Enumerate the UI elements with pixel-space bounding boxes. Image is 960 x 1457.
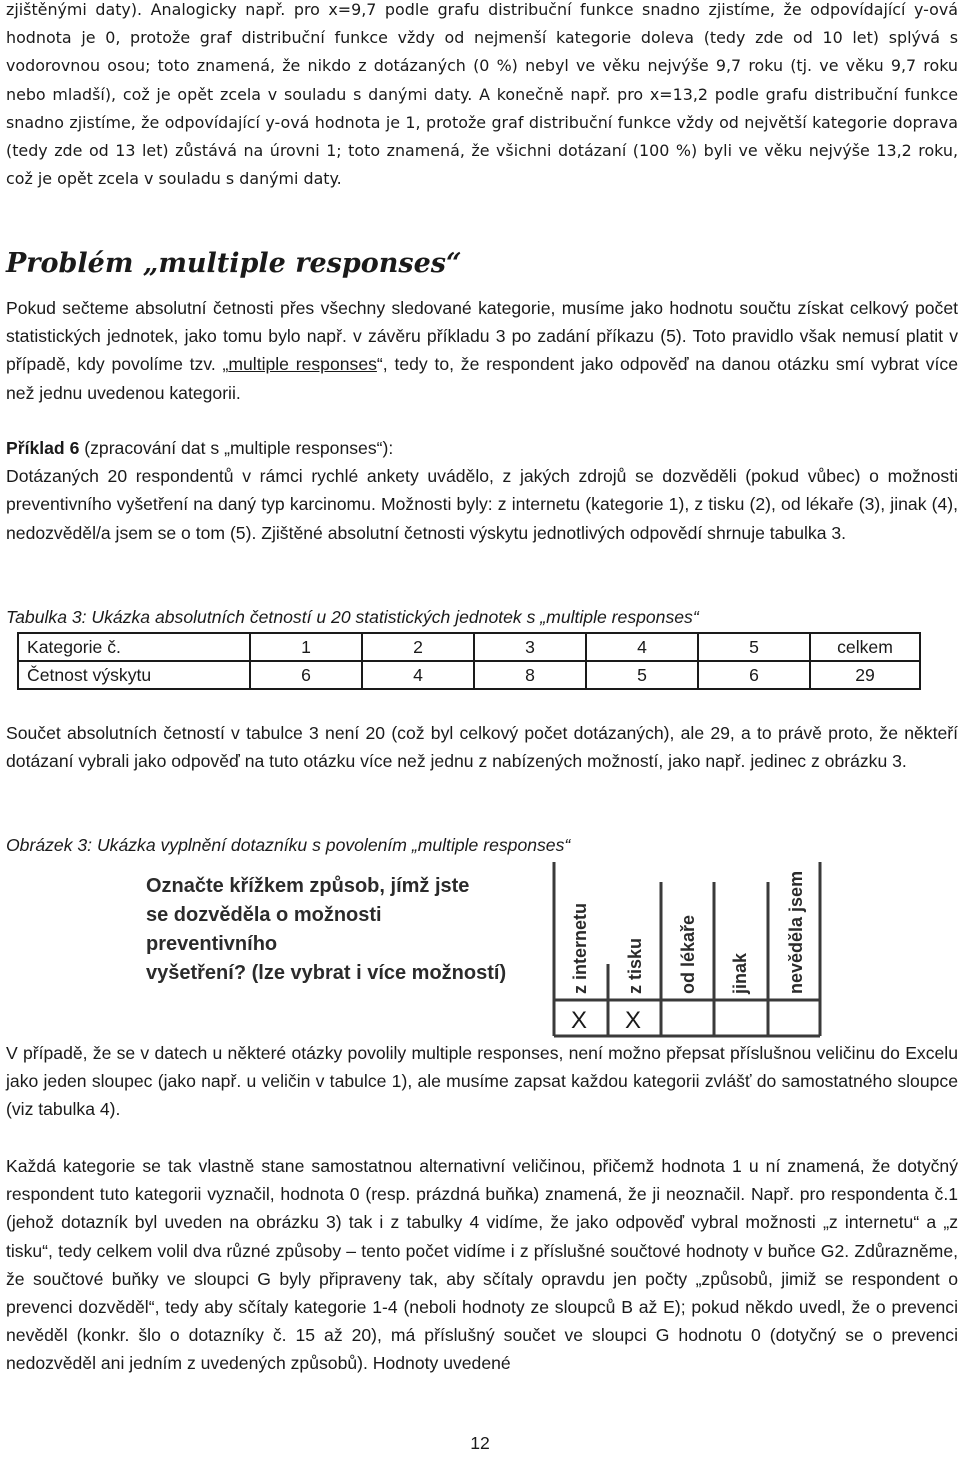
table-cell: 4 (362, 661, 474, 689)
section-heading: Problém „multiple responses“ (6, 248, 462, 279)
table-cell: 1 (250, 633, 362, 661)
alternative-variable-paragraph: Každá kategorie se tak vlastně stane samostatnou alternativní veličinou, přičemž hodnota 1 u ní znamená, že dotyčný respondent tuto kategorii vyznačil, hodnota 0 (resp. prázdná buňka) znamená, že ji neoznačil. Např. pro respondenta č.1 (jehož dotazník byl uveden na obrázku 3) tak i z tabulky 4 vidíme, že jako odpověď vybral možnosti „z internetu“ a „z tisku“, tedy celkem volil dva různé způsoby – tento počet vidíme i z příslušné součtové hodnoty v buňce G2. Zdůrazněme, že součtové buňky ve sloupci G byly připraveny tak, aby sčítaly opravdu jen počty „způsobů, jimiž se respondent o prevenci dozvěděl“, tedy aby sčítaly kategorie 1-4 (neboli hodnoty ze sloupců B až E); pokud někdo uvedl, že o prevenci nevěděl (konkr. šlo o dotazníky č. 15 až 20), má příslušný součet ve sloupci G hodnotu 0 (dotyčný se o prevenci nedozvěděl ani jedním z uvedených způsobů). Hodnoty uvedené (6, 1156, 958, 1374)
example-label: Příklad 6 (6, 438, 80, 458)
multiple-responses-paragraph (6, 294, 958, 407)
column-label: nevěděla jsem (786, 870, 806, 994)
table-cell: 3 (474, 633, 586, 661)
paragraph-text: “, tedy to, že respondent jako odpověď na danou otázku smí vybrat více než jednu uvedenou kategorii. (6, 354, 959, 403)
column-label: od lékaře (678, 914, 698, 994)
figure-question (146, 872, 518, 988)
question-line: Označte křížkem způsob, jímž jste (146, 875, 470, 897)
after-table-paragraph: Součet absolutních četností v tabulce 3 není 20 (což byl celkový počet dotázaných), ale 29, a to právě proto, že někteří dotázaní vybrali jako odpověď na tuto otázku více než jednu z nabízených možností, jako např. jedinec z obrázku 3. (6, 723, 958, 772)
table-cell: 29 (810, 661, 920, 689)
table-cell: Kategorie č. (18, 633, 250, 661)
table-3 (17, 632, 921, 690)
question-line: vyšetření? (lze vybrat i více možností) (146, 962, 507, 984)
column-label: z internetu (570, 902, 590, 994)
example-label-rest: (zpracování dat s „multiple responses“): (79, 438, 394, 458)
multiple-responses-term: multiple responses (228, 354, 377, 375)
example-text: Dotázaných 20 respondentů v rámci rychlé ankety uvádělo, z jakých zdrojů se dozvěděli (pokud vůbec) o možnosti preventivního vyšetření na daný typ karcinomu. Možnosti byly: z internetu (kategorie 1), z tisku (2), od lékaře (3), jinak (4), nedozvěděl/a jsem se o tom (5). Zjištěné absolutní četnosti výskytu jednotlivých odpovědí shrnuje tabulka 3. (6, 466, 958, 543)
table-cell: 6 (250, 661, 362, 689)
table-cell: 2 (362, 633, 474, 661)
table-cell: Četnost výskytu (18, 661, 250, 689)
table-row (18, 633, 920, 661)
intro-paragraph: zjištěnými daty). Analogicky např. pro x=9,7 podle grafu distribuční funkce snadno zjistíme, že odpovídající y-ová hodnota je 0, protože graf distribuční funkce vždy od nejmenší kategorie doleva (tedy zde od 10 let) splývá s vodorovnou osou; toto znamená, že nikdo z dotázaných (0 %) nebyl ve věku nejvýše 9,7 roku (tj. ve věku 9,7 roku nebo mladší), což je opět zcela v souladu s danými daty. A konečně např. pro x=13,2 podle grafu distribuční funkce snadno zjistíme, že odpovídající y-ová hodnota je 1, protože graf distribuční funkce vždy od největší kategorie doprava (tedy zde od 13 let) zůstává na úrovni 1; toto znamená, že všichni dotázaní (100 %) byli ve věku nejvýše 13,2 roku, což je opět zcela v souladu s danými daty. (6, 0, 958, 189)
table-cell: 6 (698, 661, 810, 689)
table-cell: 8 (474, 661, 586, 689)
checkbox-mark: X (625, 1007, 642, 1034)
table-row (18, 661, 920, 689)
checkbox-mark: X (571, 1007, 588, 1034)
column-label: z tisku (625, 937, 645, 994)
paragraph-text: Pokud sečteme absolutní četnosti přes všechny sledované kategorie, musíme jako hodnotu součtu získat celkový počet statistických jednotek, jako tomu bylo např. v závěru příkladu 3 po zadání příkazu (5). Toto pravidlo však nemusí platit v případě, kdy povolíme tzv. „ (6, 298, 958, 375)
figure-3-checkbox-grid (544, 852, 824, 1038)
figure-3-caption: Obrázek 3: Ukázka vyplnění dotazníku s povolením „multiple responses“ (6, 835, 571, 855)
table-3-caption: Tabulka 3: Ukázka absolutních četností u 20 statistických jednotek s „multiple responses“ (6, 607, 699, 627)
question-line: se dozvěděla o možnosti preventivního (146, 904, 382, 955)
table-cell: celkem (810, 633, 920, 661)
multiple-responses-excel-paragraph: V případě, že se v datech u některé otázky povolily multiple responses, není možno přepsat příslušnou veličinu do Excelu jako jeden sloupec (jako např. u veličin v tabulce 1), ale musíme zapsat každou kategorii zvlášť do samostatného sloupce (viz tabulka 4). (6, 1043, 958, 1120)
table-cell: 5 (586, 661, 698, 689)
example-6-paragraph (6, 434, 958, 547)
table-cell: 4 (586, 633, 698, 661)
page-number: 12 (470, 1433, 490, 1453)
column-label: jinak (730, 952, 750, 994)
table-cell: 5 (698, 633, 810, 661)
